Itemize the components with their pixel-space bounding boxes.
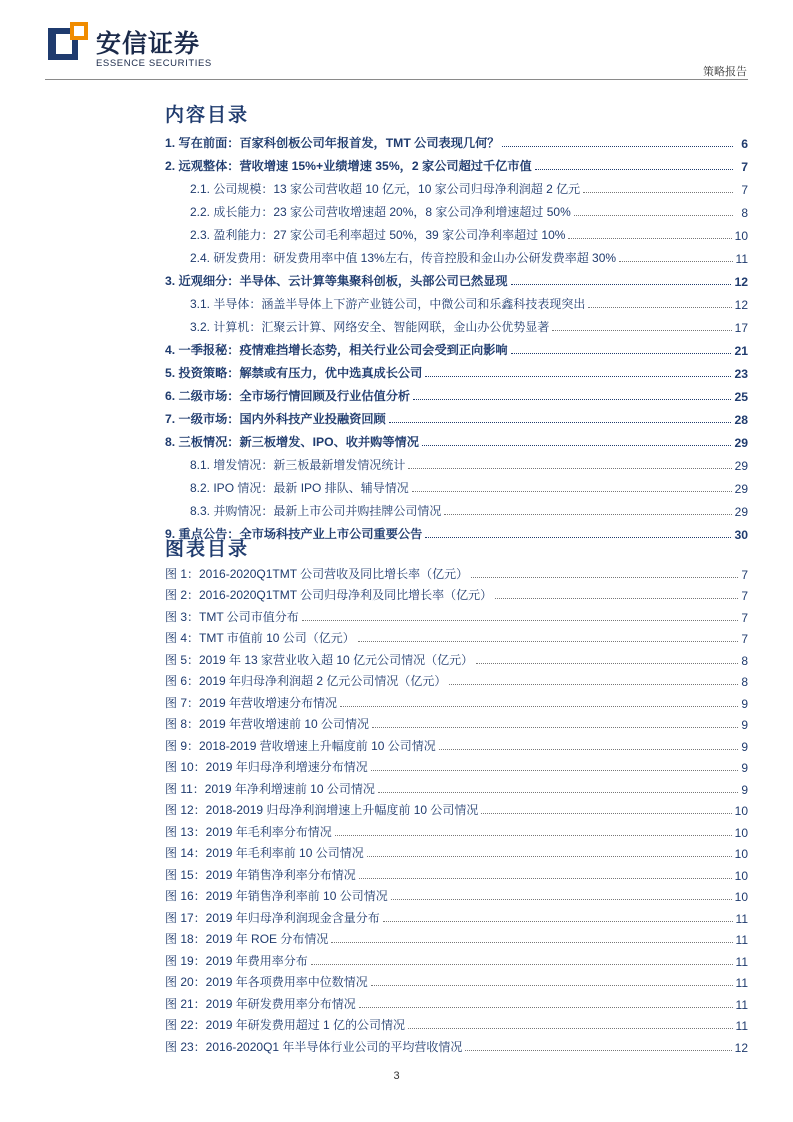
- leader-dots: [331, 942, 732, 943]
- figure-entry-text: 图 20：2019 年各项费用率中位数情况: [165, 975, 368, 989]
- toc-entry-chapter-text: 2. 远观整体：营收增速 15%+业绩增速 35%，2 家公司超过千亿市值: [165, 159, 532, 173]
- figure-entry-text: 图 9：2018-2019 营收增速上升幅度前 10 公司情况: [165, 738, 436, 753]
- toc-entry-chapter-page: 29: [734, 436, 748, 450]
- leader-dots: [495, 598, 738, 599]
- toc-entry-chapter-text: 8. 三板情况：新三板增发、IPO、收并购等情况: [165, 435, 419, 449]
- figure-entry-page: 10: [734, 825, 748, 840]
- toc-entry-section-text: 8.3. 并购情况：最新上市公司并购挂牌公司情况: [190, 504, 442, 518]
- toc-entry-chapter-text: 1. 写在前面：百家科创板公司年报首发，TMT 公司表现几何？: [165, 136, 500, 150]
- leader-dots: [449, 684, 738, 685]
- figure-entry[interactable]: [165, 625, 748, 647]
- toc-entry-section-text: 8.1. 增发情况：新三板最新增发情况统计: [190, 458, 406, 472]
- leader-dots: [583, 192, 733, 193]
- figure-entry[interactable]: [165, 711, 748, 733]
- figure-entry-text: 图 12：2018-2019 归母净利润增速上升幅度前 10 公司情况: [165, 803, 479, 817]
- figure-entry-page: 10: [734, 890, 748, 904]
- figure-entry-page: 12: [734, 1040, 748, 1055]
- toc-entry-section[interactable]: [165, 450, 748, 473]
- essence-logo-icon: [48, 22, 88, 66]
- figure-entry[interactable]: [165, 1012, 748, 1034]
- figure-entry[interactable]: [165, 797, 748, 819]
- toc-entry-chapter[interactable]: [165, 381, 748, 404]
- leader-dots: [552, 330, 731, 331]
- figure-entry-text: 图 19：2019 年费用率分布: [165, 953, 308, 968]
- figure-entry-page: 11: [735, 933, 748, 947]
- toc-entry-section[interactable]: [165, 496, 748, 519]
- figure-entry-text: 图 13：2019 年毛利率分布情况: [165, 824, 332, 839]
- figure-entry-page: 9: [741, 718, 748, 732]
- brand-name-cn: 安信证券: [96, 30, 201, 58]
- toc-entry-section-text: 2.3. 盈利能力：27 家公司毛利率超过 50%，39 家公司净利率超过 10%: [190, 228, 566, 242]
- leader-dots: [619, 261, 732, 262]
- figure-entry-page: 11: [735, 911, 748, 926]
- toc-entry-section-text: 2.1. 公司规模：13 家公司营收超 10 亿元，10 家公司归母净利润超 2 亿元: [190, 182, 581, 196]
- figure-entry-text: 图 4：TMT 市值前 10 公司（亿元）: [165, 631, 355, 645]
- leader-dots: [476, 663, 738, 664]
- figure-entry-text: 图 14：2019 年毛利率前 10 公司情况: [165, 846, 364, 860]
- figure-entry[interactable]: [165, 947, 748, 969]
- table-of-contents: [165, 128, 748, 542]
- figure-entry-page: 10: [734, 868, 748, 883]
- leader-dots: [511, 353, 732, 354]
- toc-entry-chapter-text: 6. 二级市场：全市场行情回顾及行业估值分析: [165, 389, 411, 403]
- toc-entry-section[interactable]: [165, 312, 748, 335]
- figure-entry-page: 11: [735, 1019, 748, 1033]
- leader-dots: [408, 1028, 732, 1029]
- leader-dots: [439, 749, 739, 750]
- toc-entry-chapter[interactable]: [165, 266, 748, 289]
- leader-dots: [358, 641, 739, 642]
- toc-entry-chapter[interactable]: [165, 404, 748, 427]
- leader-dots: [422, 445, 732, 446]
- toc-entry-section[interactable]: [165, 174, 748, 197]
- toc-entry-chapter-page: 6: [741, 137, 748, 151]
- figure-entry-page: 8: [741, 653, 748, 668]
- figure-entry[interactable]: [165, 668, 748, 690]
- figure-entry[interactable]: [165, 969, 748, 991]
- leader-dots: [359, 1007, 733, 1008]
- figure-entry-page: 9: [741, 761, 748, 775]
- toc-entry-section-page: 17: [734, 321, 748, 335]
- toc-entry-section-text: 8.2. IPO 情况：最新 IPO 排队、辅导情况: [190, 481, 409, 495]
- figure-entry-page: 7: [741, 610, 748, 625]
- toc-entry-chapter-text: 4. 一季报秘：疫情难挡增长态势，相关行业公司会受到正向影响: [165, 343, 508, 357]
- figure-entry-text: 图 11：2019 年净利增速前 10 公司情况: [165, 781, 375, 796]
- figure-entry-page: 11: [735, 997, 748, 1012]
- leader-dots: [535, 169, 733, 170]
- leader-dots: [359, 878, 732, 879]
- figure-entry-page: 10: [734, 847, 748, 861]
- toc-entry-section-page: 29: [734, 482, 748, 496]
- figure-entry-page: 7: [741, 632, 748, 646]
- toc-entry-section[interactable]: [165, 220, 748, 243]
- toc-entry-section-page: 7: [741, 183, 748, 197]
- leader-dots: [302, 620, 739, 621]
- figure-entry[interactable]: [165, 603, 748, 625]
- leader-dots: [568, 238, 731, 239]
- figure-entry[interactable]: [165, 1033, 748, 1055]
- page-header: [0, 0, 793, 80]
- leader-dots: [408, 468, 731, 469]
- leader-dots: [465, 1050, 731, 1051]
- figure-entry[interactable]: [165, 775, 748, 797]
- toc-entry-chapter-page: 28: [734, 413, 748, 427]
- toc-entry-chapter-page: 12: [734, 275, 748, 289]
- toc-entry-chapter[interactable]: [165, 128, 748, 151]
- leader-dots: [391, 899, 732, 900]
- figure-entry-page: 10: [734, 804, 748, 818]
- leader-dots: [444, 514, 731, 515]
- figure-entry-text: 图 17：2019 年归母净利润现金含量分布: [165, 910, 380, 925]
- figure-entry-text: 图 8：2019 年营收增速前 10 公司情况: [165, 717, 370, 731]
- toc-entry-chapter-text: 3. 近观细分：半导体、云计算等集聚科创板，头部公司已然显现: [165, 274, 508, 288]
- header-divider: [45, 79, 748, 80]
- figure-entry-page: 7: [741, 589, 748, 603]
- figure-entry[interactable]: [165, 990, 748, 1012]
- leader-dots: [502, 146, 733, 147]
- leader-dots: [389, 422, 732, 423]
- leader-dots: [335, 835, 732, 836]
- figure-entry-text: 图 10：2019 年归母净利增速分布情况: [165, 760, 368, 774]
- page-number: 3: [393, 1070, 400, 1082]
- figure-entry-text: 图 2：2016-2020Q1TMT 公司归母净利及同比增长率（亿元）: [165, 588, 493, 602]
- toc-entry-section-text: 3.2. 计算机：汇聚云计算、网络安全、智能网联，金山办公优势显著: [190, 320, 550, 334]
- figure-entry-text: 图 7：2019 年营收增速分布情况: [165, 695, 338, 710]
- toc-entry-section-text: 2.4. 研发费用：研发费用率中值 13%左右，传音控股和金山办公研发费率超 30%: [190, 251, 617, 265]
- figure-entry-text: 图 16：2019 年销售净利率前 10 公司情况: [165, 889, 388, 903]
- toc-entry-section[interactable]: [165, 197, 748, 220]
- toc-entry-section-page: 8: [741, 206, 748, 220]
- toc-entry-chapter[interactable]: [165, 519, 748, 542]
- toc-entry-chapter-page: 21: [734, 344, 748, 358]
- figure-entry-page: 9: [741, 696, 748, 711]
- figure-entry[interactable]: [165, 861, 748, 883]
- leader-dots: [574, 215, 733, 216]
- figure-entry-page: 11: [735, 976, 748, 990]
- figure-entry-text: 图 15：2019 年销售净利率分布情况: [165, 867, 356, 882]
- leader-dots: [481, 813, 731, 814]
- toc-entry-section-page: 29: [734, 459, 748, 473]
- toc-entry-section-page: 10: [734, 229, 748, 243]
- figure-entry[interactable]: [165, 840, 748, 862]
- toc-entry-chapter-page: 23: [734, 367, 748, 381]
- figure-entry-text: 图 18：2019 年 ROE 分布情况: [165, 932, 329, 946]
- figure-entry[interactable]: [165, 689, 748, 711]
- report-type-label: 策略报告: [703, 66, 747, 78]
- figure-entry-page: 9: [741, 739, 748, 754]
- toc-entry-section-page: 11: [735, 252, 748, 266]
- toc-entry-chapter-page: 30: [734, 528, 748, 542]
- figure-entry-page: 11: [735, 954, 748, 969]
- leader-dots: [340, 706, 738, 707]
- figure-entry-text: 图 23：2016-2020Q1 年半导体行业公司的平均营收情况: [165, 1039, 463, 1054]
- toc-entry-chapter-text: 7. 一级市场：国内外科技产业投融资回顾: [165, 412, 386, 426]
- figure-entry-text: 图 22：2019 年研发费用超过 1 亿的公司情况: [165, 1018, 406, 1032]
- figure-entry[interactable]: [165, 883, 748, 905]
- leader-dots: [471, 577, 738, 578]
- figure-entry[interactable]: [165, 754, 748, 776]
- toc-entry-section[interactable]: [165, 289, 748, 312]
- toc-entry-chapter[interactable]: [165, 358, 748, 381]
- toc-entry-chapter-page: 7: [741, 160, 748, 174]
- leader-dots: [378, 792, 738, 793]
- figure-entry-text: 图 5：2019 年 13 家营业收入超 10 亿元公司情况（亿元）: [165, 652, 474, 667]
- figure-entry-text: 图 1：2016-2020Q1TMT 公司营收及同比增长率（亿元）: [165, 566, 469, 581]
- toc-entry-chapter[interactable]: [165, 427, 748, 450]
- leader-dots: [588, 307, 731, 308]
- figure-entry-page: 9: [741, 782, 748, 797]
- figure-entry-page: 8: [741, 675, 748, 689]
- leader-dots: [413, 399, 731, 400]
- figure-entry[interactable]: [165, 818, 748, 840]
- toc-entry-chapter-text: 5. 投资策略：解禁或有压力，优中选真成长公司: [165, 366, 423, 380]
- figure-entry[interactable]: [165, 732, 748, 754]
- toc-entry-chapter[interactable]: [165, 151, 748, 174]
- figure-entry[interactable]: [165, 560, 748, 582]
- leader-dots: [425, 537, 731, 538]
- leader-dots: [412, 491, 732, 492]
- toc-entry-chapter[interactable]: [165, 335, 748, 358]
- toc-entry-section-page: 29: [734, 505, 748, 519]
- figure-entry[interactable]: [165, 904, 748, 926]
- toc-title: 内容目录: [165, 105, 250, 126]
- brand-name-en: ESSENCE SECURITIES: [96, 58, 212, 69]
- figure-entry[interactable]: [165, 582, 748, 604]
- figure-list: [165, 560, 748, 1055]
- figure-entry-page: 7: [741, 567, 748, 582]
- toc-entry-section-text: 3.1. 半导体：涵盖半导体上下游产业链公司，中微公司和乐鑫科技表现突出: [190, 297, 586, 311]
- leader-dots: [383, 921, 733, 922]
- figure-entry[interactable]: [165, 646, 748, 668]
- leader-dots: [371, 985, 733, 986]
- toc-entry-section-text: 2.2. 成长能力：23 家公司营收增速超 20%，8 家公司净利增速超过 50%: [190, 205, 571, 219]
- figure-entry-text: 图 3：TMT 公司市值分布: [165, 609, 299, 624]
- figure-entry-text: 图 6：2019 年归母净利润超 2 亿元公司情况（亿元）: [165, 674, 447, 688]
- leader-dots: [311, 964, 733, 965]
- toc-entry-section-page: 12: [734, 298, 748, 312]
- figure-list-title: 图表目录: [165, 539, 250, 560]
- figure-entry-text: 图 21：2019 年研发费用率分布情况: [165, 996, 356, 1011]
- leader-dots: [511, 284, 732, 285]
- leader-dots: [425, 376, 731, 377]
- toc-entry-section[interactable]: [165, 243, 748, 266]
- leader-dots: [372, 727, 738, 728]
- toc-entry-chapter-text: 9. 重点公告：全市场科技产业上市公司重要公告: [165, 527, 423, 541]
- leader-dots: [371, 770, 739, 771]
- toc-entry-section[interactable]: [165, 473, 748, 496]
- leader-dots: [367, 856, 732, 857]
- toc-entry-chapter-page: 25: [734, 390, 748, 404]
- figure-entry[interactable]: [165, 926, 748, 948]
